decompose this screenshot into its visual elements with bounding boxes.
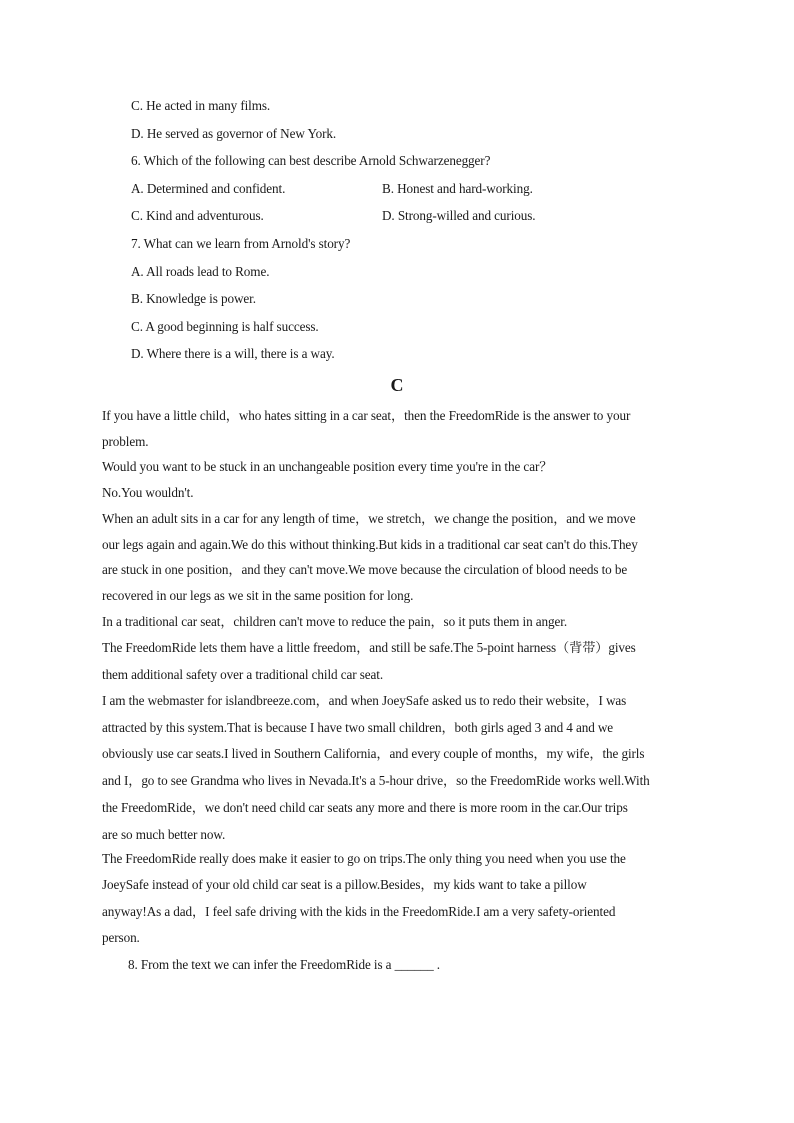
passage-line: and I，go to see Grandma who lives in Nevada.It's a 5-hour drive，so the FreedomRide works well.With [102,773,650,788]
passage-line: problem. [102,434,149,449]
passage-line: the FreedomRide，we don't need child car seats any more and there is more room in the car.Our trips [102,800,628,815]
passage-line: attracted by this system.That is because I have two small children，both girls aged 3 and 4 and we [102,720,614,735]
q6-option-a: A. Determined and confident. [131,181,286,196]
passage-line: In a traditional car seat，children can't move to reduce the pain，so it puts them in anger. [102,614,568,629]
passage-line: I am the webmaster for islandbreeze.com，and when JoeySafe asked us to redo their website，I was [102,693,627,708]
passage-line: When an adult sits in a car for any length of time，we stretch，we change the position，and we move [102,511,636,526]
passage-line: person. [102,930,140,945]
passage-line: JoeySafe instead of your old child car seat is a pillow.Besides，my kids want to take a pillow [102,877,587,892]
passage-line: are stuck in one position，and they can't move.We move because the circulation of blood needs to be [102,562,628,577]
passage-line: The FreedomRide lets them have a little freedom，and still be safe.The 5-point harness（背带）gives [102,640,636,655]
passage-line: obviously use car seats.I lived in Southern California，and every couple of months，my wife，the girls [102,746,645,761]
passage-line: are so much better now. [102,827,226,842]
q7-option-d: D. Where there is a will, there is a way. [131,346,335,361]
passage-line: Would you want to be stuck in an unchangeable position every time you're in the car？ [102,459,553,474]
q7-option-a: A. All roads lead to Rome. [131,264,270,279]
q7-stem: 7. What can we learn from Arnold's story? [131,236,351,251]
q7-option-c: C. A good beginning is half success. [131,319,319,334]
passage-line: our legs again and again.We do this without thinking.But kids in a traditional car seat can't do this.They [102,537,638,552]
passage-line: If you have a little child，who hates sitting in a car seat，then the FreedomRide is the answer to your [102,408,631,423]
passage-line: recovered in our legs as we sit in the same position for long. [102,588,414,603]
passage-line: The FreedomRide really does make it easier to go on trips.The only thing you need when you use the [102,851,626,866]
q6-option-b: B. Honest and hard-working. [382,181,533,196]
passage-line: anyway!As a dad，I feel safe driving with the kids in the FreedomRide.I am a very safety-oriented [102,904,616,919]
q8-stem: 8. From the text we can infer the FreedomRide is a ______ . [128,957,440,972]
q6-option-c: C. Kind and adventurous. [131,208,264,223]
q5-option-c: C. He acted in many films. [131,98,271,113]
section-title: C [390,375,404,395]
passage-line: them additional safety over a traditional child car seat. [102,667,384,682]
q6-option-d: D. Strong-willed and curious. [382,208,536,223]
q6-stem: 6. Which of the following can best describe Arnold Schwarzenegger? [131,153,491,168]
q7-option-b: B. Knowledge is power. [131,291,256,306]
passage-line: No.You wouldn't. [102,485,194,500]
q5-option-d: D. He served as governor of New York. [131,126,337,141]
